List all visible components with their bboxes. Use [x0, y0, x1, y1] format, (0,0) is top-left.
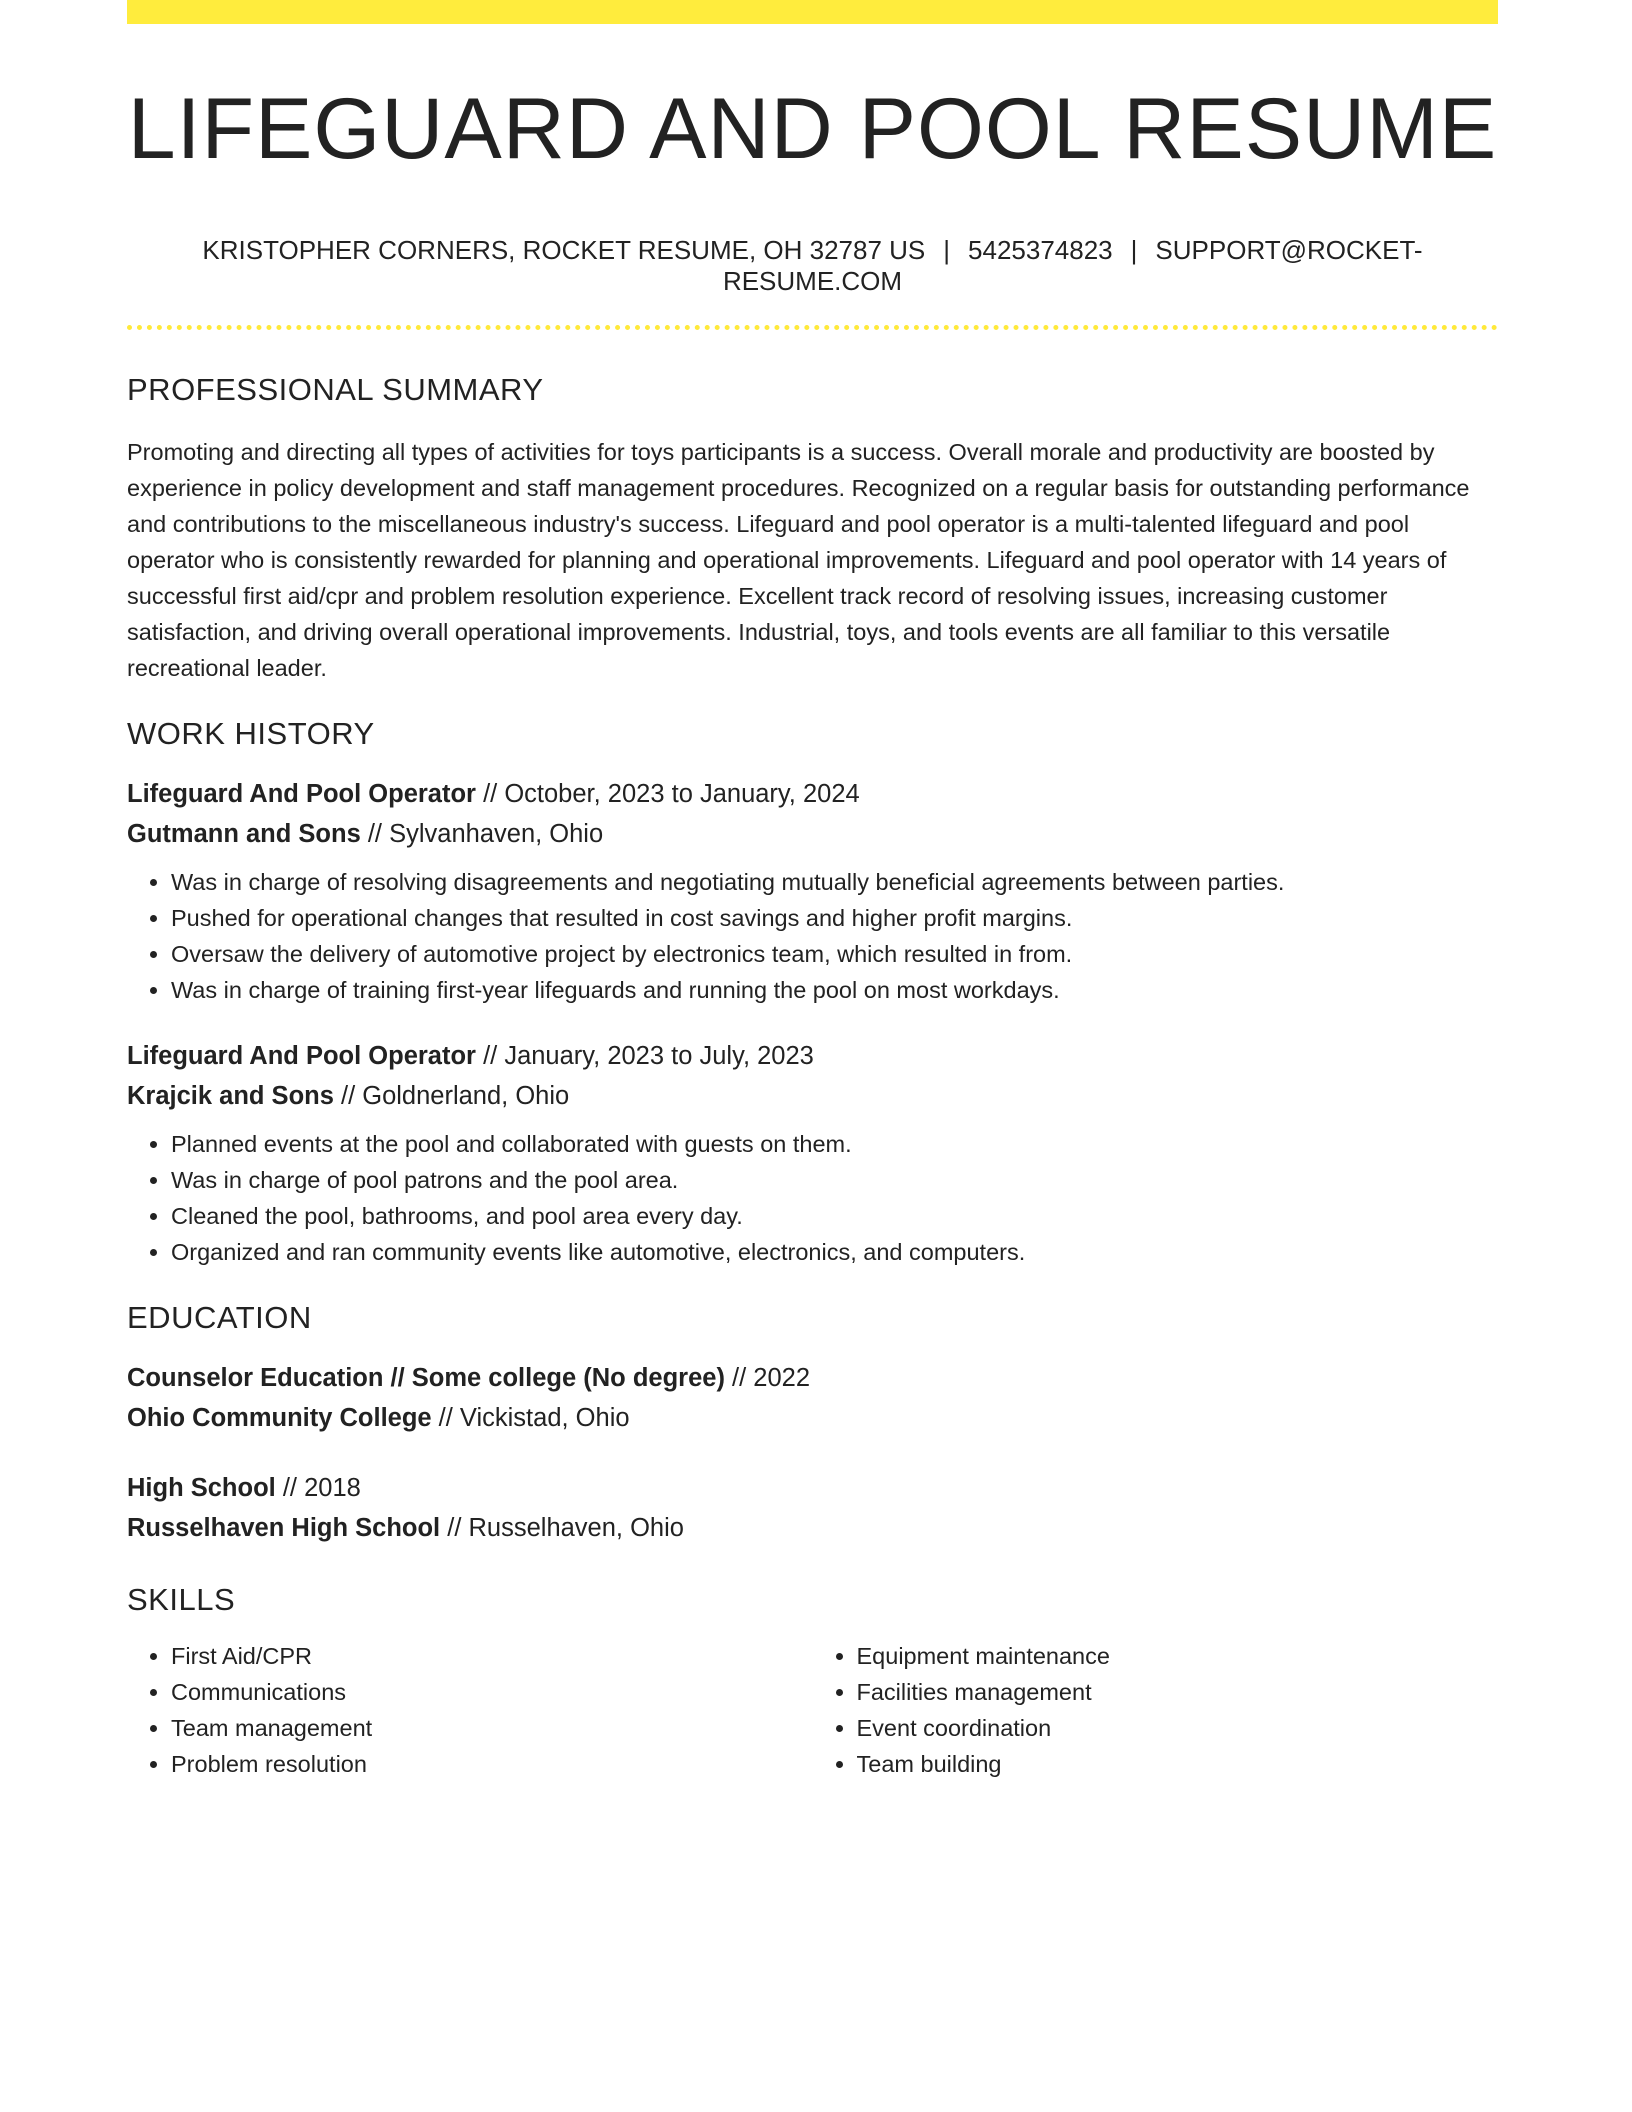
job-role: Lifeguard And Pool Operator — [127, 1041, 476, 1070]
skills-list-left — [127, 1638, 813, 1782]
education-school-line — [127, 1508, 1498, 1548]
job-dates: // January, 2023 to July, 2023 — [475, 1041, 814, 1070]
work-history-heading: WORK HISTORY — [127, 715, 375, 751]
skill-item: • Facilities management — [857, 1674, 1499, 1710]
job-entry — [127, 1036, 1498, 1270]
skill-item: • Equipment maintenance — [857, 1638, 1499, 1674]
job-location: // Goldnerland, Ohio — [333, 1081, 570, 1110]
education-degree-line — [127, 1358, 1498, 1398]
skill-item: • Event coordination — [857, 1710, 1499, 1746]
summary-heading: PROFESSIONAL SUMMARY — [127, 371, 544, 407]
education-entry — [127, 1358, 1498, 1438]
education-year: // 2018 — [275, 1473, 361, 1502]
summary-text: Promoting and directing all types of activities for toys participants is a success. Overall morale and productivity are boosted by experience in policy development and staff management procedures. Recognized on a regular basis for outstanding performance and contributions to the miscellaneous industry's success. Lifeguard and pool operator is a multi-talented lifeguard and pool operator who is consistently rewarded for planning and operational improvements. Lifeguard and pool operator with 14 years of successful first aid/cpr and problem resolution experience. Excellent track record of resolving issues, increasing customer satisfaction, and driving overall operational improvements. Industrial, toys, and tools events are all familiar to this versatile recreational leader. — [127, 438, 1470, 681]
education-location: // Russelhaven, Ohio — [440, 1513, 684, 1542]
resume-page — [127, 0, 1498, 1782]
job-bullet: • Oversaw the delivery of automotive project by electronics team, which resulted in from. — [171, 936, 1498, 972]
education-heading: EDUCATION — [127, 1299, 312, 1335]
header-divider — [127, 325, 1498, 330]
job-title-line — [127, 774, 1498, 814]
education-location: // Vickistad, Ohio — [431, 1403, 630, 1432]
job-dates: // October, 2023 to January, 2024 — [475, 779, 860, 808]
job-entry — [127, 774, 1498, 1008]
skills-list-right — [813, 1638, 1499, 1782]
accent-bar — [127, 0, 1498, 24]
job-company-line — [127, 1076, 1498, 1116]
education-school-line — [127, 1398, 1498, 1438]
job-company: Gutmann and Sons — [127, 819, 361, 848]
job-bullets — [127, 1126, 1498, 1270]
skills-heading: SKILLS — [127, 1581, 236, 1617]
education-degree: Counselor Education // Some college (No degree) — [127, 1363, 725, 1392]
education-degree-line — [127, 1468, 1498, 1508]
skill-item: • Team management — [171, 1710, 813, 1746]
job-location: // Sylvanhaven, Ohio — [360, 819, 604, 848]
job-company-line — [127, 814, 1498, 854]
job-bullet: • Organized and ran community events like automotive, electronics, and computers. — [171, 1234, 1498, 1270]
job-bullet: • Was in charge of resolving disagreements and negotiating mutually beneficial agreements between parties. — [171, 864, 1498, 900]
education-school: Ohio Community College — [127, 1403, 432, 1432]
job-role: Lifeguard And Pool Operator — [127, 779, 476, 808]
resume-title: LIFEGUARD AND POOL RESUME — [127, 81, 1498, 177]
job-title-line — [127, 1036, 1498, 1076]
education-school: Russelhaven High School — [127, 1513, 441, 1542]
contact-address: KRISTOPHER CORNERS, ROCKET RESUME, OH 32787 US — [202, 234, 926, 265]
skill-item: • Team building — [857, 1746, 1499, 1782]
job-bullets — [127, 864, 1498, 1008]
education-entry — [127, 1468, 1498, 1548]
skill-item: • First Aid/CPR — [171, 1638, 813, 1674]
education-year: // 2022 — [724, 1363, 811, 1392]
education-degree: High School — [127, 1473, 276, 1502]
job-bullet: • Cleaned the pool, bathrooms, and pool area every day. — [171, 1198, 1498, 1234]
contact-line — [127, 235, 1498, 297]
job-bullet: • Planned events at the pool and collaborated with guests on them. — [171, 1126, 1498, 1162]
job-company: Krajcik and Sons — [127, 1081, 334, 1110]
contact-separator: | — [1130, 234, 1138, 265]
contact-email: SUPPORT@ROCKET-RESUME.COM — [722, 234, 1423, 296]
skill-item: • Problem resolution — [171, 1746, 813, 1782]
skills-grid — [127, 1638, 1498, 1782]
skill-item: • Communications — [171, 1674, 813, 1710]
contact-phone: 5425374823 — [968, 234, 1113, 265]
job-bullet: • Was in charge of pool patrons and the pool area. — [171, 1162, 1498, 1198]
job-bullet: • Pushed for operational changes that resulted in cost savings and higher profit margins. — [171, 900, 1498, 936]
contact-separator: | — [943, 234, 951, 265]
job-bullet: • Was in charge of training first-year lifeguards and running the pool on most workdays. — [171, 972, 1498, 1008]
